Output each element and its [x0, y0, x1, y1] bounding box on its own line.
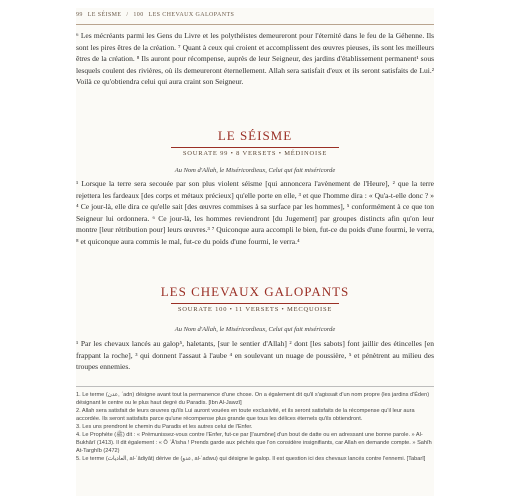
intro-paragraph: ⁶ Les mécréants parmi les Gens du Livre et les polythéistes demeureront pour l'éternité dans le feu de la Géhenne. Ils sont les pires êtres de la création. ⁷ Quant à ceux qui croient et accomplissent des œuvres pieuses, ils sont les meilleurs êtres de la création. ⁸ Ils auront pour récompense, auprès de leur Seigneur, des jardins d'établissement permanent¹ sous lesquels coulent des rivières, où ils demeureront éternellement. Allah sera satisfait d'eux et ils seront satisfaits de Lui.² Voilà ce qu'obtiendra celui qui aura craint son Seigneur.	[76, 31, 434, 87]
footnote-1: 1. Le terme (عدن, ʿadn) désigne avant tout la permanence d'une chose. On a également dit qu'il s'agissait d'un nom propre (les jardins d'Éden) désignant le centre ou le plus haut degré du Paradis. [Ibn Al-Jawzî]	[76, 392, 430, 406]
sura-100-title-rule	[171, 303, 339, 304]
footnote-2: 2. Allah sera satisfait de leurs œuvres qu'ils Lui auront vouées en toute exclusivité, et ils seront satisfaits de la récompense qu'il leur aura accordée. Ils seront satisfaits parce qu'une récompense plus grande que tous les délices éternels qu'ils obtiendront.	[76, 408, 415, 422]
running-title-left: LE SÉISME	[87, 12, 122, 18]
sura-99-text: ¹ Lorsque la terre sera secouée par son plus violent séisme [qui annoncera l'avènement de l'Heure], ² que la terre rejettera les fardeaux [des corps et métaux précieux] qu'elle porte en elle, ³ et que l'homme dira : « Qu'a-t-elle donc ? » ⁴ Ce jour-là, elle dira ce qu'elle sait [des œuvres commises à sa surface par les hommes], ⁵ conformément à ce que ton Seigneur lui ordonnera. ⁶ Ce jour-là, les hommes reviendront [du Jugement] par groupes distincts afin qu'on leur montre [leur rétribution pour] leurs œuvres.³ ⁷ Quiconque aura accompli le bien, fut-ce du poids d'une fourmi, le verra, ⁸ et quiconque aura commis le mal, fut-ce du poids d'une fourmi, le verra.⁴	[76, 179, 434, 246]
footnote-5: 5. Le terme (العاديات, al-ʿâdiyât) dérive de (عدو, al-ʿadwu) qui désigne le galop. Il est question ici des chevaux lancés contre l'ennemi. [Tabarî]	[76, 456, 426, 462]
sura-100-text: ¹ Par les chevaux lancés au galop⁵, haletants, [sur le sentier d'Allah] ² dont [les sabots] font jaillir des étincelles [en frappant la roche], ³ qui donnent l'assaut à l'aube ⁴ en soulevant un nuage de poussière, ⁵ et pénètrent au milieu des troupes ennemies.	[76, 339, 434, 372]
sura-100-basmala: Au Nom d'Allah, le Miséricordieux, Celui qui fait miséricorde	[174, 326, 336, 333]
sura-100-title: LES CHEVAUX GALOPANTS	[160, 284, 350, 299]
running-title-right: LES CHEVAUX GALOPANTS	[148, 12, 235, 18]
sura-99-basmala: Au Nom d'Allah, le Miséricordieux, Celui qui fait miséricorde	[174, 167, 336, 174]
sura-99-title: LE SÉISME	[217, 128, 293, 143]
running-head	[76, 12, 434, 25]
footnote-3: 3. Les uns prendront le chemin du Paradis et les autres celui de l'Enfer.	[76, 424, 253, 430]
sura-99-title-rule	[171, 147, 339, 148]
footnotes	[76, 391, 434, 463]
running-head-separator: /	[126, 12, 129, 18]
sura-99-subtitle: SOURATE 99 • 8 VERSETS • MÉDINOISE	[182, 150, 328, 157]
sura-100-subtitle: SOURATE 100 • 11 VERSETS • MECQUOISE	[177, 306, 333, 313]
page-number-left: 99	[76, 12, 83, 18]
footnote-4: 4. Le Prophète (ﷺ) dit : « Prémunissez-vous contre l'Enfer, fut-ce par [l'aumône] d'un bout de datte ou en adressant une bonne parole. » Al-Bukhârî (1413). Il dit également : « Ô ʿÂ'isha ! Prends garde aux péchés que l'on considère insignifiants, car Allah en demande compte. » Sahîh At-Targhîb (2472)	[76, 432, 432, 454]
book-page	[76, 8, 434, 496]
page-number-right: 100	[133, 12, 144, 18]
footnote-divider	[76, 386, 434, 387]
